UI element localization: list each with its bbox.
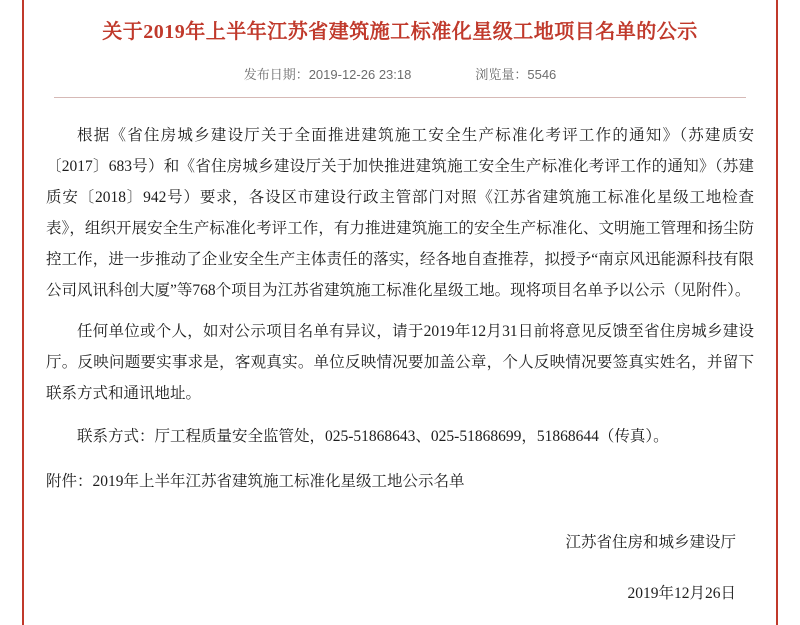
header-divider [54, 97, 746, 98]
right-red-rule [776, 0, 778, 625]
left-red-rule [22, 0, 24, 625]
page-title: 关于2019年上半年江苏省建筑施工标准化星级工地项目名单的公示 [102, 21, 698, 43]
document-content [34, 0, 766, 625]
contact-info: 联系方式：厅工程质量安全监管处，025-51868643、025-51868699，51868644（传真）。 [77, 428, 669, 445]
signature: 江苏省住房和城乡建设厅 [565, 534, 736, 551]
paragraph-2: 任何单位或个人，如对公示项目名单有异议，请于2019年12月31日前将意见反馈至省住房城乡建设厅。反映问题要实事求是，客观真实。单位反映情况要加盖公章，个人反映情况要签真实姓名，并留下联系方式和通讯地址。 [46, 323, 754, 402]
paragraph-1: 根据《省住房城乡建设厅关于全面推进建筑施工安全生产标准化考评工作的通知》（苏建质安〔2017〕683号）和《省住房城乡建设厅关于加快推进建筑施工安全生产标准化考评工作的通知》（苏建质安〔2018〕942号）要求，各设区市建设行政主管部门对照《江苏省建筑施工标准化星级工地检查表》，组织开展安全生产标准化考评工作，有力推进建筑施工的安全生产标准化、文明施工管理和扬尘防控工作，进一步推动了企业安全生产主体责任的落实，经各地自查推荐，拟授予“南京风迅能源科技有限公司风讯科创大厦”等768个项目为江苏省建筑施工标准化星级工地。现将项目名单予以公示（见附件）。 [46, 127, 754, 299]
view-count: 浏览量：5546 [475, 67, 557, 82]
document-body [46, 120, 754, 609]
publish-date: 发布日期：2019-12-26 23:18 [243, 67, 412, 82]
attachment-line: 附件：2019年上半年江苏省建筑施工标准化星级工地公示名单 [46, 473, 465, 490]
document-meta [46, 64, 754, 83]
signature-date: 2019年12月26日 [627, 585, 736, 602]
